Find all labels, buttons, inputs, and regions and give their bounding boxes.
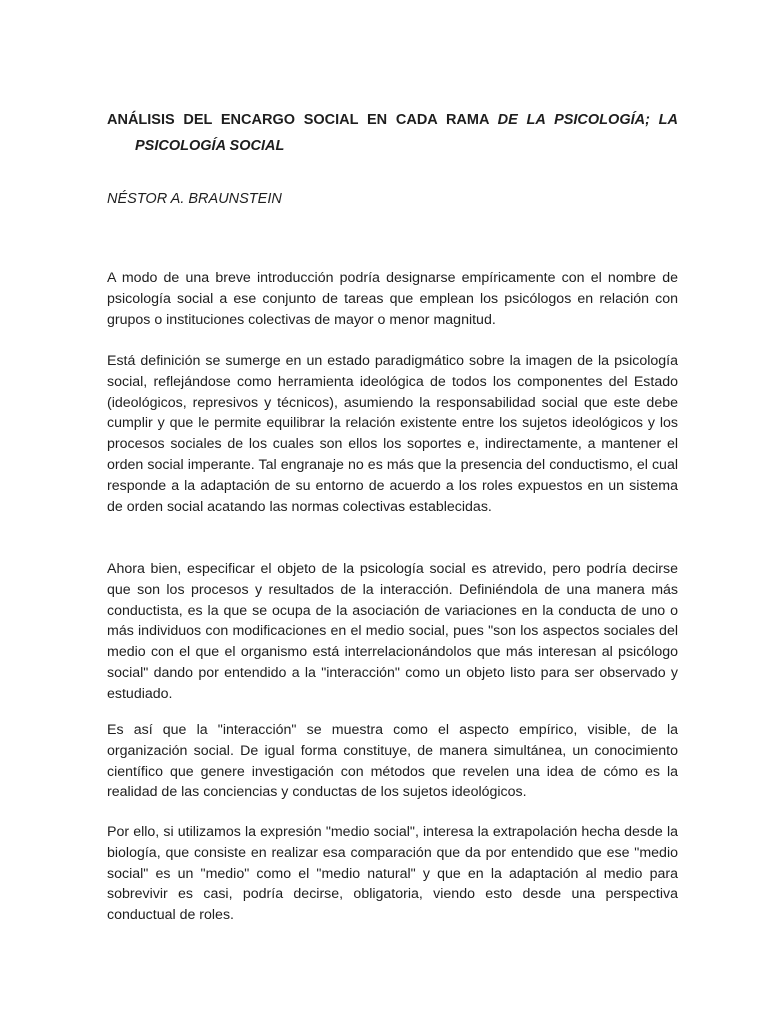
title-italic-part: DE LA PSICOLOGÍA; LA xyxy=(497,112,678,128)
document-author: NÉSTOR A. BRAUNSTEIN xyxy=(107,191,282,207)
paragraph: Ahora bien, especificar el objeto de la psicología social es atrevido, pero podría decirse que son los procesos y resultados de la interacción. Definiéndola de una manera más conductista, es la que se ocupa de la asociación de variaciones en la conducta de uno o más individuos con modificaciones en el medio social, pues "son los aspectos sociales del medio con el que el organismo está interrelacionándolos que más interesan al psicólogo social" dando por entendido a la "interacción" como un objeto listo para ser observado y estudiado. xyxy=(107,561,678,702)
document-title xyxy=(107,107,678,133)
title-regular-part: ANÁLISIS DEL ENCARGO SOCIAL EN CADA RAMA xyxy=(107,112,498,128)
document-title-line2: PSICOLOGÍA SOCIAL xyxy=(135,138,285,154)
paragraph: Está definición se sumerge en un estado paradigmático sobre la imagen de la psicología social, reflejándose como herramienta ideológica de todos los componentes del Estado (ideológicos, represivos y técnicos), asumiendo la responsabilidad social que este debe cumplir y que le permite equilibrar la relación existente entre los sujetos ideológicos y los procesos sociales de los cuales son ellos los soportes e, indirectamente, a mantener el orden social imperante. Tal engranaje no es más que la presencia del conductismo, el cual responde a la adaptación de su entorno de acuerdo a los roles expuestos en un sistema de orden social acatando las normas colectivas establecidas. xyxy=(107,353,678,515)
paragraph: A modo de una breve introducción podría designarse empíricamente con el nombre de psicología social a ese conjunto de tareas que emplean los psicólogos en relación con grupos o instituciones colectivas de mayor o menor magnitud. xyxy=(107,270,678,328)
paragraph: Es así que la "interacción" se muestra como el aspecto empírico, visible, de la organización social. De igual forma constituye, de manera simultánea, un conocimiento científico que genere investigación con métodos que revelen una idea de cómo es la realidad de las conciencias y conductas de los sujetos ideológicos. xyxy=(107,722,678,801)
paragraph: Por ello, si utilizamos la expresión "medio social", interesa la extrapolación hecha desde la biología, que consiste en realizar esa comparación que da por entendido que ese "medio social" es un "medio" como el "medio natural" y que en la adaptación al medio para sobrevivir es casi, podría decirse, obligatoria, viendo esto desde una perspectiva conductual de roles. xyxy=(107,824,678,924)
